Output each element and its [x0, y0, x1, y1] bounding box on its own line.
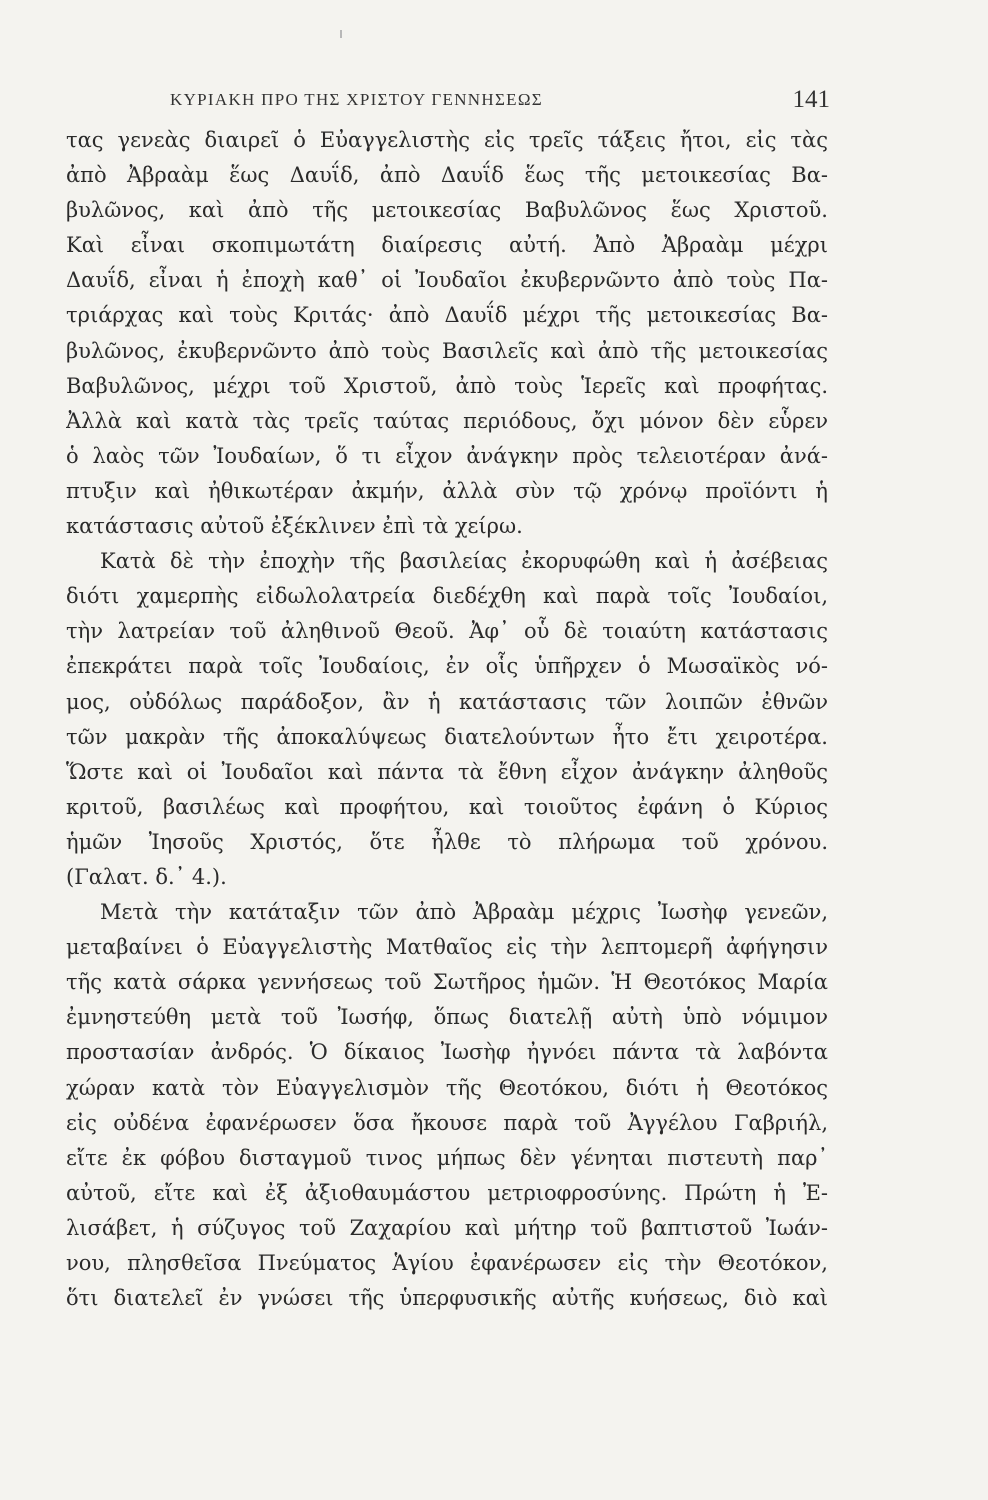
text-line: Ὥστε καὶ οἱ Ἰουδαῖοι καὶ πάντα τὰ ἔθνη εἶχον ἀνάγκην ἀληθοῦς — [66, 759, 828, 784]
text-line: εἰς οὐδένα ἐφανέρωσεν ὅσα ἤκουσε παρὰ τοῦ Ἀγγέλου Γαβριήλ, — [66, 1110, 828, 1135]
text-line: ἐμνηστεύθη μετὰ τοῦ Ἰωσήφ, ὅπως διατελῇ αὐτὴ ὑπὸ νόμιμον — [66, 1005, 828, 1030]
text-line: μος, οὐδόλως παράδοξον, ἂν ἡ κατάστασις τῶν λοιπῶν ἐθνῶν — [66, 689, 828, 714]
text-line: χώραν κατὰ τὸν Εὐαγγελισμὸν τῆς Θεοτόκου, διότι ἡ Θεοτόκος — [66, 1075, 828, 1100]
text-line: ἀπὸ Ἀβραὰμ ἕως Δαυΐδ, ἀπὸ Δαυΐδ ἕως τῆς μετοικεσίας Βα- — [66, 163, 828, 188]
text-line: μεταβαίνει ὁ Εὐαγγελιστὴς Ματθαῖος εἰς τὴν λεπτομερῆ ἀφήγησιν — [66, 935, 828, 960]
running-head — [170, 86, 830, 116]
text-line: αὐτοῦ, εἴτε καὶ ἐξ ἀξιοθαυμάστου μετριοφροσύνης. Πρώτη ἡ Ἐ- — [66, 1180, 828, 1205]
text-line: (Γαλατ. δ.᾽ 4.). — [66, 864, 227, 889]
text-line: Δαυΐδ, εἶναι ἡ ἐποχὴ καθ᾽ οἱ Ἰουδαῖοι ἐκυβερνῶντο ἀπὸ τοὺς Πα- — [66, 268, 828, 293]
text-line: ἡμῶν Ἰησοῦς Χριστός, ὅτε ἦλθε τὸ πλήρωμα τοῦ χρόνου. — [66, 829, 828, 854]
text-line: νου, πλησθεῖσα Πνεύματος Ἁγίου ἐφανέρωσεν εἰς τὴν Θεοτόκον, — [66, 1251, 828, 1275]
text-line: Ἀλλὰ καὶ κατὰ τὰς τρεῖς ταύτας περιόδους, ὄχι μόνον δὲν εὗρεν — [66, 408, 828, 433]
body-text — [66, 123, 828, 1316]
text-line: βυλῶνος, ἐκυβερνῶντο ἀπὸ τοὺς Βασιλεῖς καὶ ἀπὸ τῆς μετοικεσίας — [66, 338, 828, 363]
text-line: τῶν μακρὰν τῆς ἀποκαλύψεως διατελούντων ἦτο ἔτι χειροτέρα. — [66, 724, 828, 749]
text-line: τῆς κατὰ σάρκα γεννήσεως τοῦ Σωτῆρος ἡμῶν. Ἡ Θεοτόκος Μαρία — [66, 970, 828, 995]
text-line: κατάστασις αὐτοῦ ἐξέκλινεν ἐπὶ τὰ χείρω. — [66, 514, 523, 539]
text-line: προστασίαν ἀνδρός. Ὁ δίκαιος Ἰωσὴφ ἠγνόει πάντα τὰ λαβόντα — [66, 1040, 828, 1065]
text-line: Μετὰ τὴν κατάταξιν τῶν ἀπὸ Ἀβραὰμ μέχρις Ἰωσὴφ γενεῶν, — [100, 900, 828, 925]
page-number: 141 — [792, 86, 830, 113]
text-line: Κατὰ δὲ τὴν ἐποχὴν τῆς βασιλείας ἐκορυφώθη καὶ ἡ ἀσέβειας — [100, 549, 828, 574]
print-mark — [340, 30, 342, 38]
text-line: βυλῶνος, καὶ ἀπὸ τῆς μετοικεσίας Βαβυλῶνος ἕως Χριστοῦ. — [66, 198, 828, 223]
text-line: ὅτι διατελεῖ ἐν γνώσει τῆς ὑπερφυσικῆς αὐτῆς κυήσεως, διὸ καὶ — [66, 1286, 828, 1311]
text-line: πτυξιν καὶ ἠθικωτέραν ἀκμήν, ἀλλὰ σὺν τῷ χρόνῳ προϊόντι ἡ — [66, 478, 828, 503]
text-line: Βαβυλῶνος, μέχρι τοῦ Χριστοῦ, ἀπὸ τοὺς Ἱερεῖς καὶ προφήτας. — [66, 373, 828, 398]
running-head-title: ΚΥΡΙΑΚΗ ΠΡΟ ΤΗΣ ΧΡΙΣΤΟΥ ΓΕΝΝΗΣΕΩΣ — [170, 90, 543, 109]
text-line: εἴτε ἐκ φόβου δισταγμοῦ τινος μήπως δὲν γένηται πιστευτὴ παρ᾽ — [66, 1145, 828, 1170]
text-line: τριάρχας καὶ τοὺς Κριτάς· ἀπὸ Δαυΐδ μέχρι τῆς μετοικεσίας Βα- — [66, 303, 828, 328]
text-line: διότι χαμερπὴς εἰδωλολατρεία διεδέχθη καὶ παρὰ τοῖς Ἰουδαίοι, — [66, 584, 828, 609]
text-line: τὴν λατρείαν τοῦ ἀληθινοῦ Θεοῦ. Ἀφ᾽ οὗ δὲ τοιαύτη κατάστασις — [66, 619, 828, 644]
text-line: ὁ λαὸς τῶν Ἰουδαίων, ὅ τι εἶχον ἀνάγκην πρὸς τελειοτέραν ἀνά- — [66, 443, 828, 468]
text-line: κριτοῦ, βασιλέως καὶ προφήτου, καὶ τοιοῦτος ἐφάνη ὁ Κύριος — [66, 794, 828, 819]
text-line: τας γενεὰς διαιρεῖ ὁ Εὐαγγελιστὴς εἰς τρεῖς τάξεις ἤτοι, εἰς τὰς — [66, 128, 828, 152]
text-line: Καὶ εἶναι σκοπιμωτάτη διαίρεσις αὐτή. Ἀπὸ Ἀβραὰμ μέχρι — [66, 233, 828, 258]
text-line: ἐπεκράτει παρὰ τοῖς Ἰουδαίοις, ἐν οἷς ὑπῆρχεν ὁ Μωσαϊκὸς νό- — [66, 654, 828, 679]
text-line: λισάβετ, ἡ σύζυγος τοῦ Ζαχαρίου καὶ μήτηρ τοῦ βαπτιστοῦ Ἰωάν- — [66, 1215, 828, 1240]
